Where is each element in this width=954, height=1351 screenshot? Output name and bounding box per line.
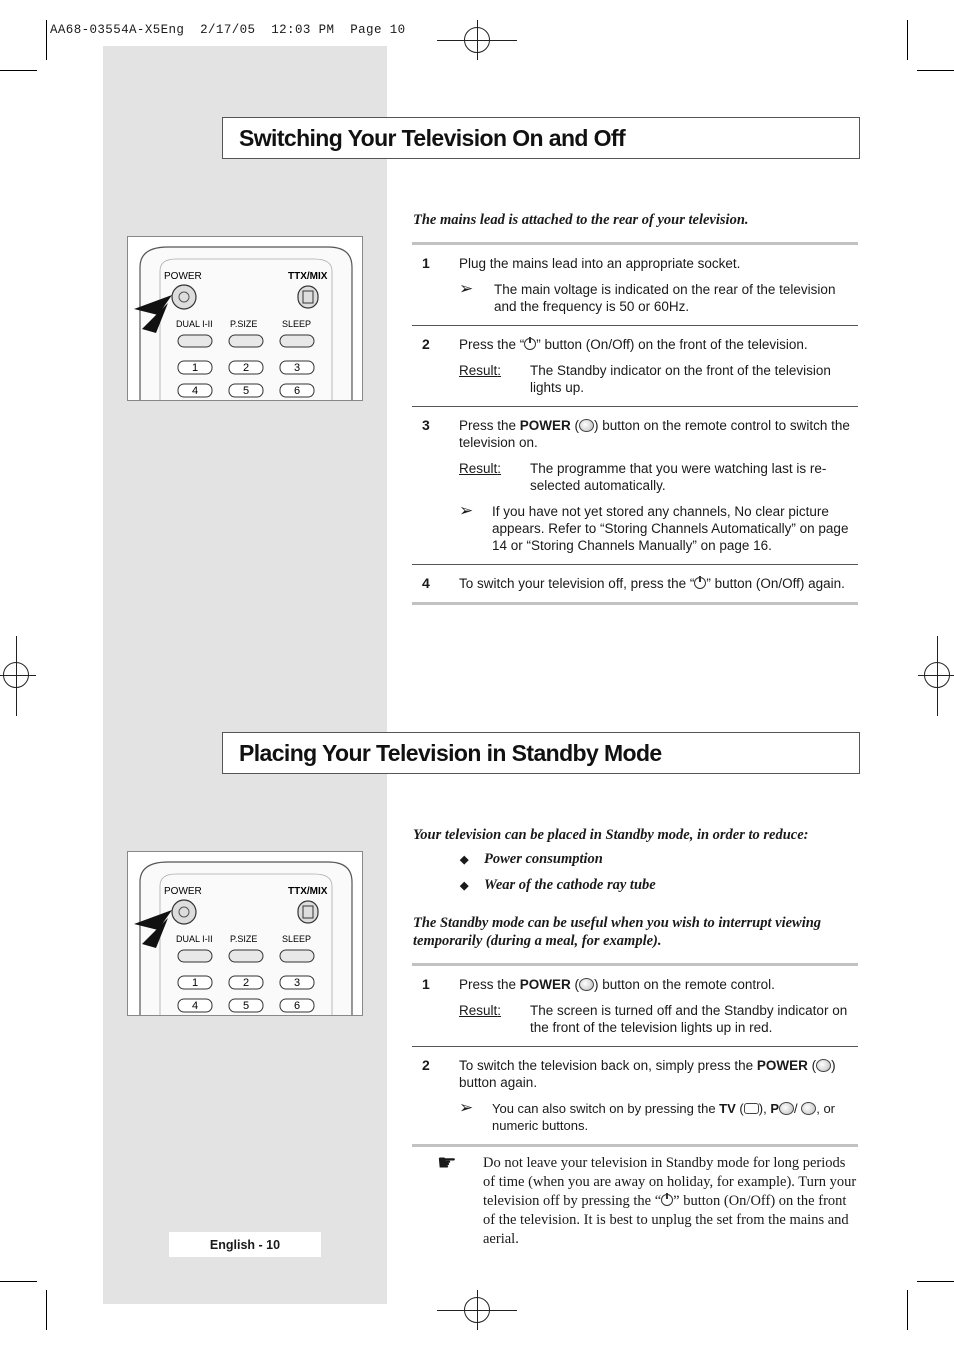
remote-dual-label: DUAL I-II bbox=[176, 319, 213, 329]
key-label: 5 bbox=[242, 385, 250, 397]
power-button bbox=[172, 285, 196, 309]
bullet-text: Power consumption bbox=[484, 850, 603, 867]
text-part: , or numeric buttons. bbox=[492, 1101, 836, 1133]
remote-ttx-label: TTX/MIX bbox=[288, 271, 328, 282]
diamond-bullet-icon: ◆ bbox=[460, 853, 469, 866]
section-title-standby bbox=[222, 732, 860, 774]
key-label: 6 bbox=[293, 385, 301, 397]
ttx-button bbox=[298, 286, 318, 308]
step-4 bbox=[412, 564, 858, 602]
remote-control-illustration bbox=[127, 236, 363, 401]
step-1 bbox=[412, 245, 858, 325]
on-off-symbol-icon bbox=[524, 338, 536, 350]
registration-mark bbox=[924, 662, 950, 688]
step-text bbox=[459, 1057, 858, 1091]
key-label: 6 bbox=[293, 1000, 301, 1012]
result-text: The Standby indicator on the front of the television lights up. bbox=[530, 363, 831, 395]
text-part: / bbox=[793, 1101, 802, 1116]
remote-drawing bbox=[128, 852, 363, 1016]
page-number-tab bbox=[169, 1232, 321, 1257]
registration-mark bbox=[464, 27, 490, 53]
reduce-bullet-list bbox=[460, 846, 656, 898]
crop-mark bbox=[46, 20, 47, 60]
hand-note-text bbox=[483, 1154, 857, 1249]
remote-psize-label: P.SIZE bbox=[230, 934, 258, 944]
power-word: POWER bbox=[519, 418, 571, 433]
power-button-icon bbox=[816, 1059, 831, 1072]
step-number: 3 bbox=[422, 417, 430, 433]
pointing-hand-icon: ☛ bbox=[437, 1150, 457, 1175]
key-label: 2 bbox=[242, 362, 250, 374]
crop-mark bbox=[46, 1290, 47, 1330]
crop-mark bbox=[0, 1281, 37, 1282]
step-number: 2 bbox=[422, 1057, 430, 1073]
section2-steps bbox=[412, 963, 858, 1147]
step-text bbox=[459, 575, 858, 592]
note-arrow-icon: ➢ bbox=[459, 501, 474, 520]
on-off-symbol-icon bbox=[661, 1194, 673, 1206]
text-part: ) button on the remote control to switch the television on. bbox=[459, 418, 850, 450]
remote-sleep-label: SLEEP bbox=[282, 934, 312, 944]
tv-word: TV bbox=[719, 1101, 736, 1116]
channel-down-icon bbox=[801, 1102, 816, 1115]
text-part: ) button again. bbox=[459, 1058, 836, 1090]
text-part: ) button on the remote control. bbox=[594, 977, 775, 992]
diamond-bullet-icon: ◆ bbox=[460, 879, 469, 892]
section2-intro2: The Standby mode can be useful when you wish to interrupt viewing temporarily (during a meal, for example). bbox=[413, 915, 822, 949]
text-part: ” button (On/Off) again. bbox=[706, 576, 845, 591]
crop-mark bbox=[917, 1281, 954, 1282]
section2-intro: Your television can be placed in Standby mode, in order to reduce: bbox=[413, 827, 809, 843]
hand-note bbox=[437, 1150, 857, 1249]
note bbox=[459, 503, 858, 554]
text-part: To switch your television off, press the “ bbox=[459, 576, 695, 591]
print-slug: AA68-03554A-X5Eng 2/17/05 12:03 PM Page 10 bbox=[50, 23, 406, 37]
step-number: 2 bbox=[422, 336, 430, 352]
result bbox=[459, 460, 858, 494]
text-part: Press the bbox=[459, 977, 520, 992]
note bbox=[459, 281, 858, 315]
step-1 bbox=[412, 966, 858, 1046]
text-part: ( bbox=[735, 1101, 744, 1116]
remote-control-illustration bbox=[127, 851, 363, 1016]
power-button-icon bbox=[579, 978, 594, 991]
remote-power-label: POWER bbox=[164, 886, 202, 897]
bullet-text: Wear of the cathode ray tube bbox=[484, 876, 656, 893]
text-part: ( bbox=[570, 418, 580, 433]
text-part: Press the “ bbox=[459, 337, 525, 352]
step-text: Plug the mains lead into an appropriate socket. bbox=[459, 256, 741, 271]
page-number: English - 10 bbox=[209, 1237, 281, 1252]
note-text bbox=[492, 1100, 858, 1134]
list-item bbox=[460, 872, 656, 898]
text-part: You can also switch on by pressing the bbox=[492, 1101, 720, 1116]
result-label: Result : bbox=[459, 1002, 530, 1036]
step-3 bbox=[412, 406, 858, 564]
registration-mark bbox=[3, 662, 29, 688]
crop-mark bbox=[907, 1290, 908, 1330]
margin-panel bbox=[103, 46, 387, 1304]
p-word: P bbox=[770, 1101, 779, 1116]
remote-psize-label: P.SIZE bbox=[230, 319, 258, 329]
text-part: ” button (On/Off) on the front of the television. It is best to unplug the set from the mains and aerial. bbox=[483, 1193, 849, 1247]
text-part: ” button (On/Off) on the front of the television. bbox=[536, 337, 808, 352]
crop-mark bbox=[917, 70, 954, 71]
section-title-switching bbox=[222, 117, 860, 159]
text-part: ( bbox=[570, 977, 580, 992]
step-text bbox=[459, 336, 858, 353]
dual-button bbox=[178, 950, 212, 962]
sleep-button bbox=[280, 950, 314, 962]
tv-button-icon bbox=[744, 1103, 759, 1114]
step-number: 1 bbox=[422, 976, 430, 992]
text-part: Do not leave your television in Standby mode for long periods of time (when you are away on holiday, for example). Turn your television off by pressing the “ bbox=[483, 1155, 857, 1209]
result-label: Result : bbox=[459, 460, 530, 494]
key-label: 5 bbox=[242, 1000, 250, 1012]
note-text: The main voltage is indicated on the rear of the television and the frequency is 50 or 60Hz. bbox=[494, 282, 836, 314]
key-label: 3 bbox=[293, 362, 301, 374]
dual-button bbox=[178, 335, 212, 347]
section1-intro: The mains lead is attached to the rear of your television. bbox=[413, 212, 749, 228]
remote-dual-label: DUAL I-II bbox=[176, 934, 213, 944]
crop-mark bbox=[907, 20, 908, 60]
text-part: ), bbox=[758, 1101, 771, 1116]
result bbox=[459, 1002, 858, 1036]
note-text: If you have not yet stored any channels, No clear picture appears. Refer to “Storing Channels Automatically” on page 14 or “Storing Channels Manually” on page 16. bbox=[492, 504, 849, 553]
psize-button bbox=[229, 335, 263, 347]
power-button-icon bbox=[579, 419, 594, 432]
on-off-symbol-icon bbox=[694, 577, 706, 589]
power-button bbox=[172, 900, 196, 924]
key-label: 1 bbox=[191, 977, 199, 989]
result-label: Result : bbox=[459, 362, 530, 396]
step-2 bbox=[412, 325, 858, 406]
psize-button bbox=[229, 950, 263, 962]
step-text bbox=[459, 417, 858, 451]
text-part: ( bbox=[807, 1058, 817, 1073]
key-label: 3 bbox=[293, 977, 301, 989]
step-number: 4 bbox=[422, 575, 430, 591]
result bbox=[459, 362, 858, 396]
key-label: 4 bbox=[191, 385, 199, 397]
text-part: Press the bbox=[459, 418, 520, 433]
section-title-text: Switching Your Television On and Off bbox=[239, 124, 626, 151]
result-text: The screen is turned off and the Standby indicator on the front of the television lights up in red. bbox=[530, 1003, 848, 1035]
note-arrow-icon: ➢ bbox=[459, 279, 474, 298]
step-2 bbox=[412, 1046, 858, 1144]
key-label: 2 bbox=[242, 977, 250, 989]
result-text: The programme that you were watching last is re-selected automatically. bbox=[530, 461, 827, 493]
power-word: POWER bbox=[756, 1058, 808, 1073]
note-arrow-icon: ➢ bbox=[459, 1098, 474, 1117]
list-item bbox=[460, 846, 656, 872]
step-number: 1 bbox=[422, 255, 430, 271]
step-text bbox=[459, 976, 858, 993]
remote-ttx-label: TTX/MIX bbox=[288, 886, 328, 897]
crop-mark bbox=[0, 70, 37, 71]
text-part: To switch the television back on, simply press the bbox=[459, 1058, 757, 1073]
section-title-text: Placing Your Television in Standby Mode bbox=[239, 739, 662, 766]
power-word: POWER bbox=[519, 977, 571, 992]
sleep-button bbox=[280, 335, 314, 347]
key-label: 4 bbox=[191, 1000, 199, 1012]
registration-mark bbox=[464, 1297, 490, 1323]
remote-sleep-label: SLEEP bbox=[282, 319, 312, 329]
section1-steps bbox=[412, 242, 858, 605]
note bbox=[459, 1100, 858, 1134]
channel-up-icon bbox=[779, 1102, 794, 1115]
key-label: 1 bbox=[191, 362, 199, 374]
remote-drawing bbox=[128, 237, 363, 401]
remote-power-label: POWER bbox=[164, 271, 202, 282]
ttx-button bbox=[298, 901, 318, 923]
